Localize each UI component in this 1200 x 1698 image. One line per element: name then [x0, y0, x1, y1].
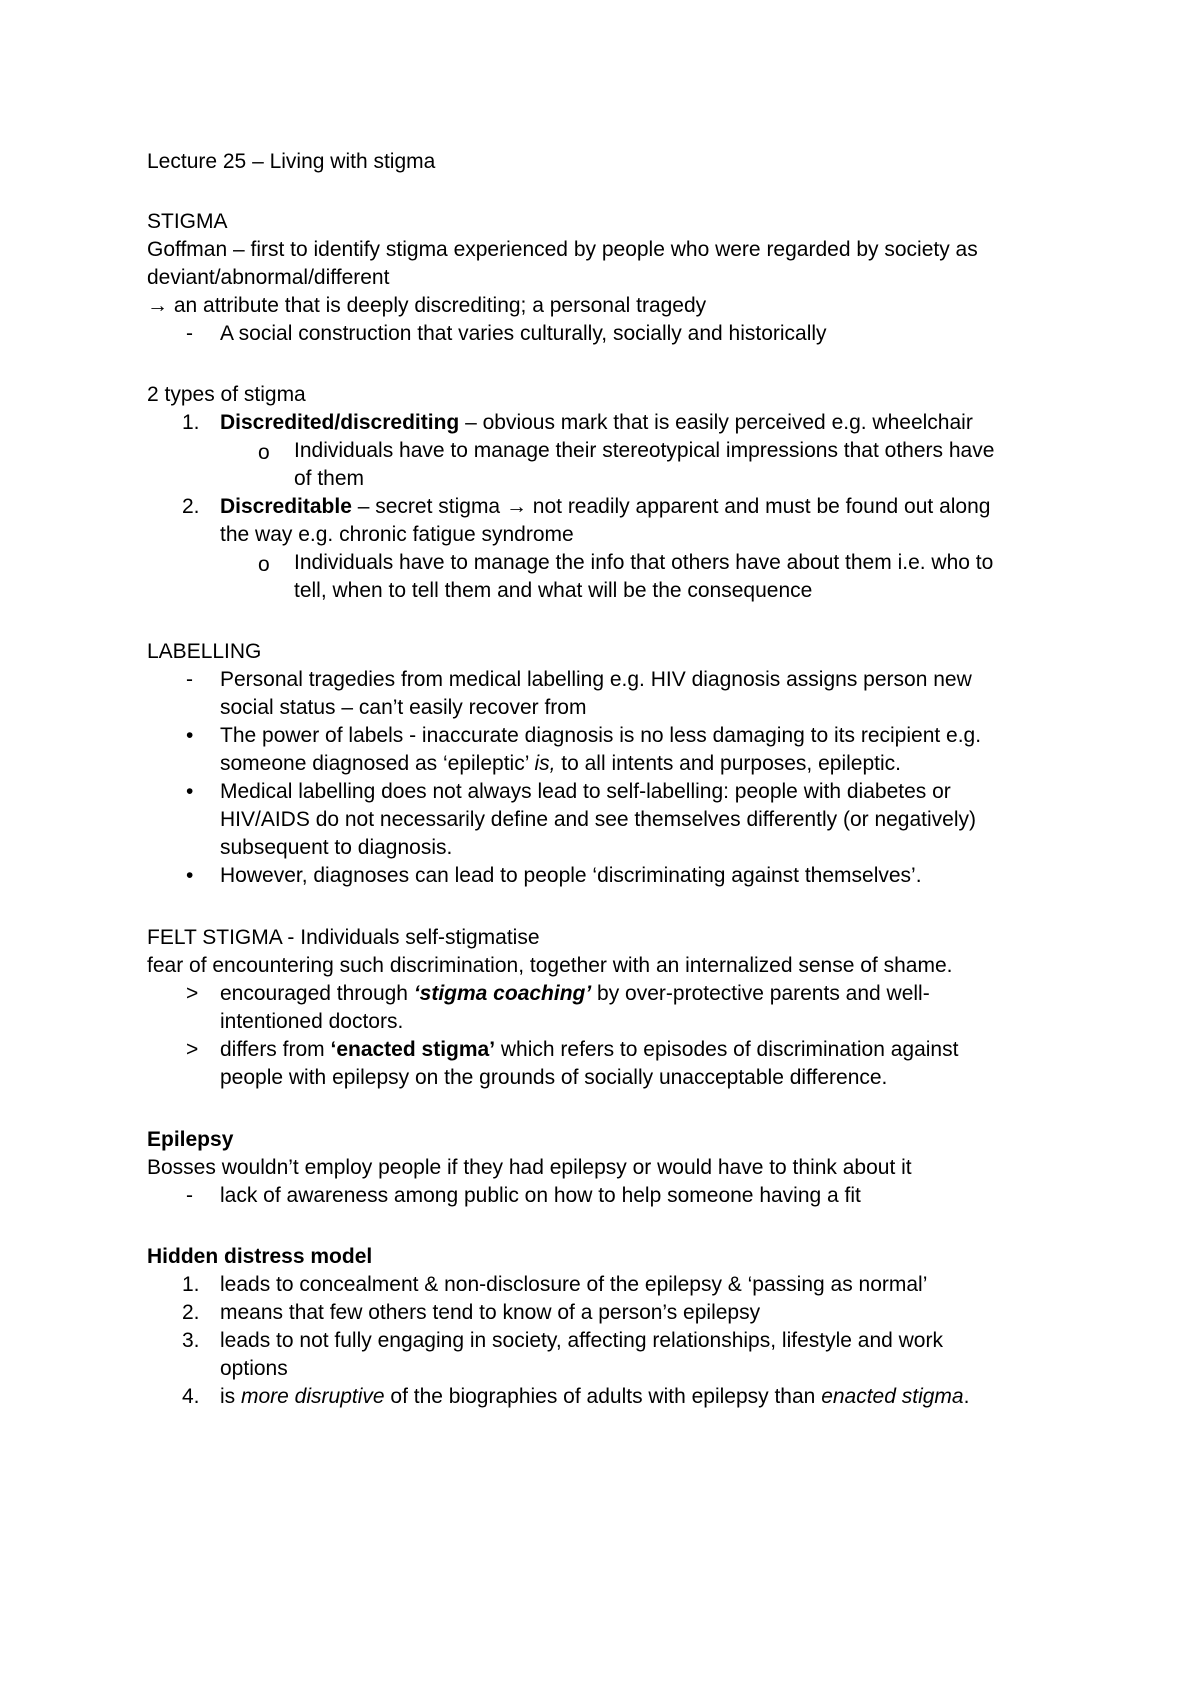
labelling-p2-line-2 [220, 750, 901, 778]
felt-g2-line-2: people with epilepsy on the grounds of socially unacceptable difference. [220, 1066, 888, 1089]
hidden-distress-heading: Hidden distress model [147, 1245, 373, 1268]
gt-bullet: > [186, 1038, 199, 1061]
dash-bullet: - [186, 322, 193, 345]
felt-g2-term: ‘enacted stigma’ [330, 1038, 496, 1061]
stigma-heading: STIGMA [147, 210, 228, 233]
hidden-item-4-a: is [220, 1385, 241, 1408]
type-2-term: Discreditable [220, 495, 352, 518]
type-1-line [220, 409, 973, 437]
attribute-text: an attribute that is deeply discrediting; a personal tragedy [173, 294, 707, 317]
labelling-p2-a: someone diagnosed as ‘epileptic’ [220, 752, 535, 775]
felt-stigma-line: fear of encountering such discrimination, together with an internalized sense of shame. [147, 954, 953, 977]
attribute-line [147, 292, 706, 320]
type-2-desc-a: – secret stigma [351, 495, 506, 518]
labelling-p3-line-3: subsequent to diagnosis. [220, 836, 453, 859]
felt-g2-a: differs from [220, 1038, 331, 1061]
labelling-p1-line-2: social status – can’t easily recover from [220, 696, 587, 719]
dash-bullet: - [186, 668, 193, 691]
types-heading: 2 types of stigma [147, 383, 306, 406]
hidden-item-3-line-1: leads to not fully engaging in society, affecting relationships, lifestyle and work [220, 1329, 943, 1352]
type-1-sub-line-2: of them [294, 467, 365, 490]
felt-g1-a: encouraged through [220, 982, 414, 1005]
type-2-line-2: the way e.g. chronic fatigue syndrome [220, 523, 574, 546]
labelling-p4-line-1: However, diagnoses can lead to people ‘discriminating against themselves’. [220, 864, 922, 887]
hidden-item-1: leads to concealment & non-disclosure of the epilepsy & ‘passing as normal’ [220, 1273, 928, 1296]
list-number: 1. [182, 1273, 200, 1296]
felt-g1-term: ‘stigma coaching’ [413, 982, 592, 1005]
page-title: Lecture 25 – Living with stigma [147, 150, 436, 173]
hidden-item-4-italic-1: more disruptive [241, 1385, 385, 1408]
goffman-line-2: deviant/abnormal/different [147, 266, 390, 289]
list-number: 2. [182, 495, 200, 518]
type-2-sub-line-1: Individuals have to manage the info that others have about them i.e. who to [294, 551, 994, 574]
social-construction-text: A social construction that varies culturally, socially and historically [220, 322, 827, 345]
list-number: 3. [182, 1329, 200, 1352]
list-number: 4. [182, 1385, 200, 1408]
labelling-p3-line-2: HIV/AIDS do not necessarily define and see themselves differently (or negatively) [220, 808, 976, 831]
type-2-sub-line-2: tell, when to tell them and what will be the consequence [294, 579, 813, 602]
dash-bullet: - [186, 1184, 193, 1207]
dot-bullet: • [186, 864, 194, 887]
type-1-desc: – obvious mark that is easily perceived e.g. wheelchair [459, 411, 973, 434]
labelling-p2-c: to all intents and purposes, epileptic. [555, 752, 901, 775]
gt-bullet: > [186, 982, 199, 1005]
epilepsy-line: Bosses wouldn’t employ people if they had epilepsy or would have to think about it [147, 1156, 912, 1179]
list-number: 2. [182, 1301, 200, 1324]
hidden-item-4-c: of the biographies of adults with epilepsy than [384, 1385, 822, 1408]
hidden-item-4-e: . [963, 1385, 970, 1408]
hidden-item-4-italic-2: enacted stigma [821, 1385, 964, 1408]
hidden-item-2: means that few others tend to know of a person’s epilepsy [220, 1301, 761, 1324]
circle-bullet: o [258, 441, 270, 464]
labelling-heading: LABELLING [147, 640, 262, 663]
felt-g1-line-2: intentioned doctors. [220, 1010, 404, 1033]
list-number: 1. [182, 411, 200, 434]
epilepsy-heading: Epilepsy [147, 1128, 234, 1151]
felt-g2-line-1 [220, 1036, 958, 1064]
dot-bullet: • [186, 780, 194, 803]
epilepsy-item: lack of awareness among public on how to help someone having a fit [220, 1184, 861, 1207]
arrow-icon: → [147, 294, 168, 317]
dot-bullet: • [186, 724, 194, 747]
goffman-line-1: Goffman – first to identify stigma experienced by people who were regarded by society as [147, 238, 978, 261]
type-2-line [220, 493, 990, 521]
type-1-sub-line-1: Individuals have to manage their stereotypical impressions that others have [294, 439, 995, 462]
felt-g1-c: by over-protective parents and well- [591, 982, 930, 1005]
arrow-icon: → [505, 495, 527, 518]
labelling-p1-line-1: Personal tragedies from medical labelling e.g. HIV diagnosis assigns person new [220, 668, 972, 691]
hidden-item-4 [220, 1383, 969, 1411]
type-1-term: Discredited/discrediting [220, 411, 460, 434]
felt-g2-c: which refers to episodes of discrimination against [495, 1038, 959, 1061]
labelling-p3-line-1: Medical labelling does not always lead to self-labelling: people with diabetes or [220, 780, 951, 803]
felt-stigma-heading: FELT STIGMA - Individuals self-stigmatise [147, 926, 540, 949]
labelling-p2-italic: is, [534, 752, 556, 775]
circle-bullet: o [258, 553, 270, 576]
type-2-desc-b: not readily apparent and must be found out along [526, 495, 991, 518]
labelling-p2-line-1: The power of labels - inaccurate diagnosis is no less damaging to its recipient e.g. [220, 724, 982, 747]
felt-g1-line-1 [220, 980, 930, 1008]
hidden-item-3-line-2: options [220, 1357, 288, 1380]
